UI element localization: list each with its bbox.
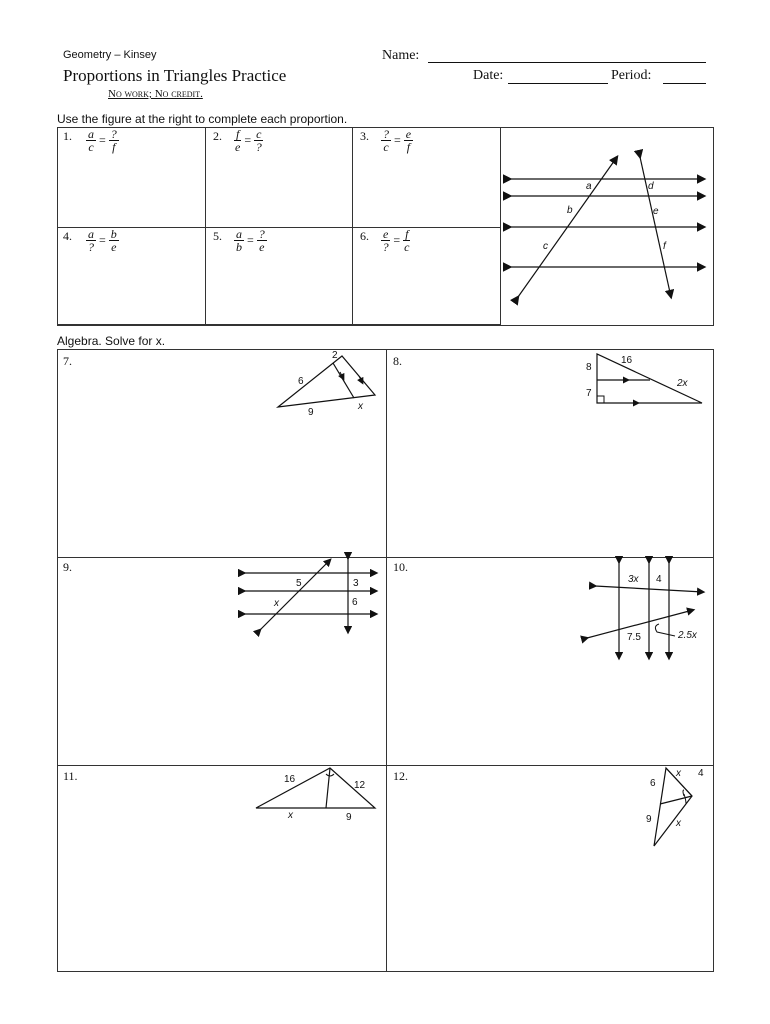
- problem-number: 5.: [213, 229, 222, 243]
- parallel-lines-figure: [500, 127, 714, 326]
- equals-sign: =: [99, 133, 106, 147]
- label-e: e: [653, 206, 659, 217]
- fraction-bottom: f: [406, 140, 411, 154]
- proportion: [84, 128, 121, 153]
- fraction-bottom: e: [111, 240, 117, 254]
- label-8: 8: [586, 362, 592, 373]
- problem-cell-2[interactable]: [206, 128, 353, 228]
- fraction-top: f: [405, 227, 409, 241]
- label-x: x: [274, 598, 279, 609]
- label-3: 3: [353, 578, 359, 589]
- equals-sign: =: [244, 133, 252, 147]
- problem-number: 9.: [63, 560, 72, 574]
- problem-cell-6[interactable]: [353, 228, 501, 325]
- label-f: f: [663, 241, 666, 252]
- fraction-bottom: e: [259, 240, 265, 254]
- fraction-top: ?: [110, 127, 117, 141]
- course-label: Geometry – Kinsey: [63, 49, 157, 61]
- no-work-note: No work; No credit.: [108, 88, 203, 100]
- fraction-bottom: c: [383, 140, 389, 154]
- page-title: Proportions in Triangles Practice: [63, 66, 287, 85]
- label-x: x: [288, 810, 293, 821]
- proportion: [379, 128, 415, 153]
- problem-number: 4.: [63, 229, 72, 243]
- problem-cell-5[interactable]: [206, 228, 353, 325]
- problem-number: 6.: [360, 229, 369, 243]
- proportion: [379, 228, 412, 253]
- problem-number: 2.: [213, 129, 222, 143]
- name-label: Name:: [382, 48, 420, 63]
- fraction-top: e: [383, 227, 389, 241]
- label-7-5: 7.5: [627, 632, 641, 643]
- problem-number: 3.: [360, 129, 369, 143]
- fraction-top: ?: [258, 227, 265, 241]
- figure-12-triangle: [640, 764, 712, 850]
- label-16: 16: [621, 355, 633, 366]
- label-9: 9: [646, 814, 652, 825]
- fraction-bottom: c: [404, 240, 410, 254]
- proportion: [84, 228, 121, 253]
- label-12: 12: [354, 780, 366, 791]
- label-c: c: [543, 241, 548, 252]
- label-5: 5: [296, 578, 302, 589]
- label-6: 6: [298, 376, 304, 387]
- problem-number: 12.: [393, 769, 408, 783]
- date-label: Date:: [473, 68, 504, 83]
- label-7: 7: [586, 388, 592, 399]
- label-b: b: [567, 205, 573, 216]
- fraction-top: f: [236, 127, 240, 141]
- section2-instructions: Algebra. Solve for x.: [57, 334, 166, 348]
- problem-number: 11.: [63, 769, 78, 783]
- label-2x: 2x: [677, 378, 688, 389]
- period-field[interactable]: [663, 83, 706, 84]
- label-d: d: [648, 181, 654, 192]
- figure-10-parallels: [583, 558, 708, 662]
- fraction-bottom: f: [112, 140, 116, 154]
- fraction-top: b: [110, 227, 117, 241]
- label-x-bottom: x: [676, 818, 681, 829]
- problem-number: 7.: [63, 354, 72, 368]
- label-x: x: [358, 401, 363, 412]
- label-4: 4: [698, 768, 704, 779]
- label-2: 2: [332, 350, 338, 361]
- proportion: [232, 128, 265, 153]
- label-6: 6: [650, 778, 656, 789]
- label-3x: 3x: [628, 574, 639, 585]
- name-field[interactable]: [428, 62, 706, 63]
- section1-instructions: Use the figure at the right to complete each proportion.: [57, 112, 348, 126]
- fraction-top: c: [256, 127, 262, 141]
- label-9: 9: [308, 407, 314, 418]
- fraction-bottom: ?: [382, 240, 389, 254]
- fraction-top: a: [236, 227, 242, 241]
- equals-sign: =: [247, 233, 254, 247]
- equals-sign: =: [393, 233, 401, 247]
- label-2-5x: 2.5x: [678, 630, 697, 641]
- figure-8-triangle: [585, 350, 710, 410]
- fraction-bottom: b: [236, 240, 242, 254]
- problem-cell-4[interactable]: [58, 228, 206, 325]
- label-x-top: x: [676, 768, 681, 779]
- period-label: Period:: [611, 68, 652, 83]
- figure-7-triangle: [270, 350, 380, 420]
- equals-sign: =: [99, 233, 106, 247]
- label-16: 16: [284, 774, 296, 785]
- fraction-top: e: [405, 127, 412, 141]
- fraction-top: ?: [383, 127, 389, 141]
- fraction-bottom: ?: [255, 140, 262, 154]
- fraction-top: a: [88, 227, 94, 241]
- problem-cell-1[interactable]: [58, 128, 206, 228]
- problem-number: 1.: [63, 129, 72, 143]
- figure-9-parallels: [240, 556, 380, 634]
- date-field[interactable]: [508, 83, 608, 84]
- problem-cell-3[interactable]: [353, 128, 501, 228]
- label-4: 4: [656, 574, 662, 585]
- equals-sign: =: [394, 133, 401, 147]
- label-6: 6: [352, 597, 358, 608]
- fraction-bottom: e: [235, 140, 241, 154]
- proportion: [232, 228, 269, 253]
- fraction-top: a: [88, 127, 94, 141]
- problem-number: 8.: [393, 354, 402, 368]
- problem-number: 10.: [393, 560, 408, 574]
- fraction-bottom: c: [88, 140, 94, 154]
- figure-11-triangle: [250, 764, 380, 824]
- label-9: 9: [346, 812, 352, 823]
- fraction-bottom: ?: [88, 240, 94, 254]
- label-a: a: [586, 181, 592, 192]
